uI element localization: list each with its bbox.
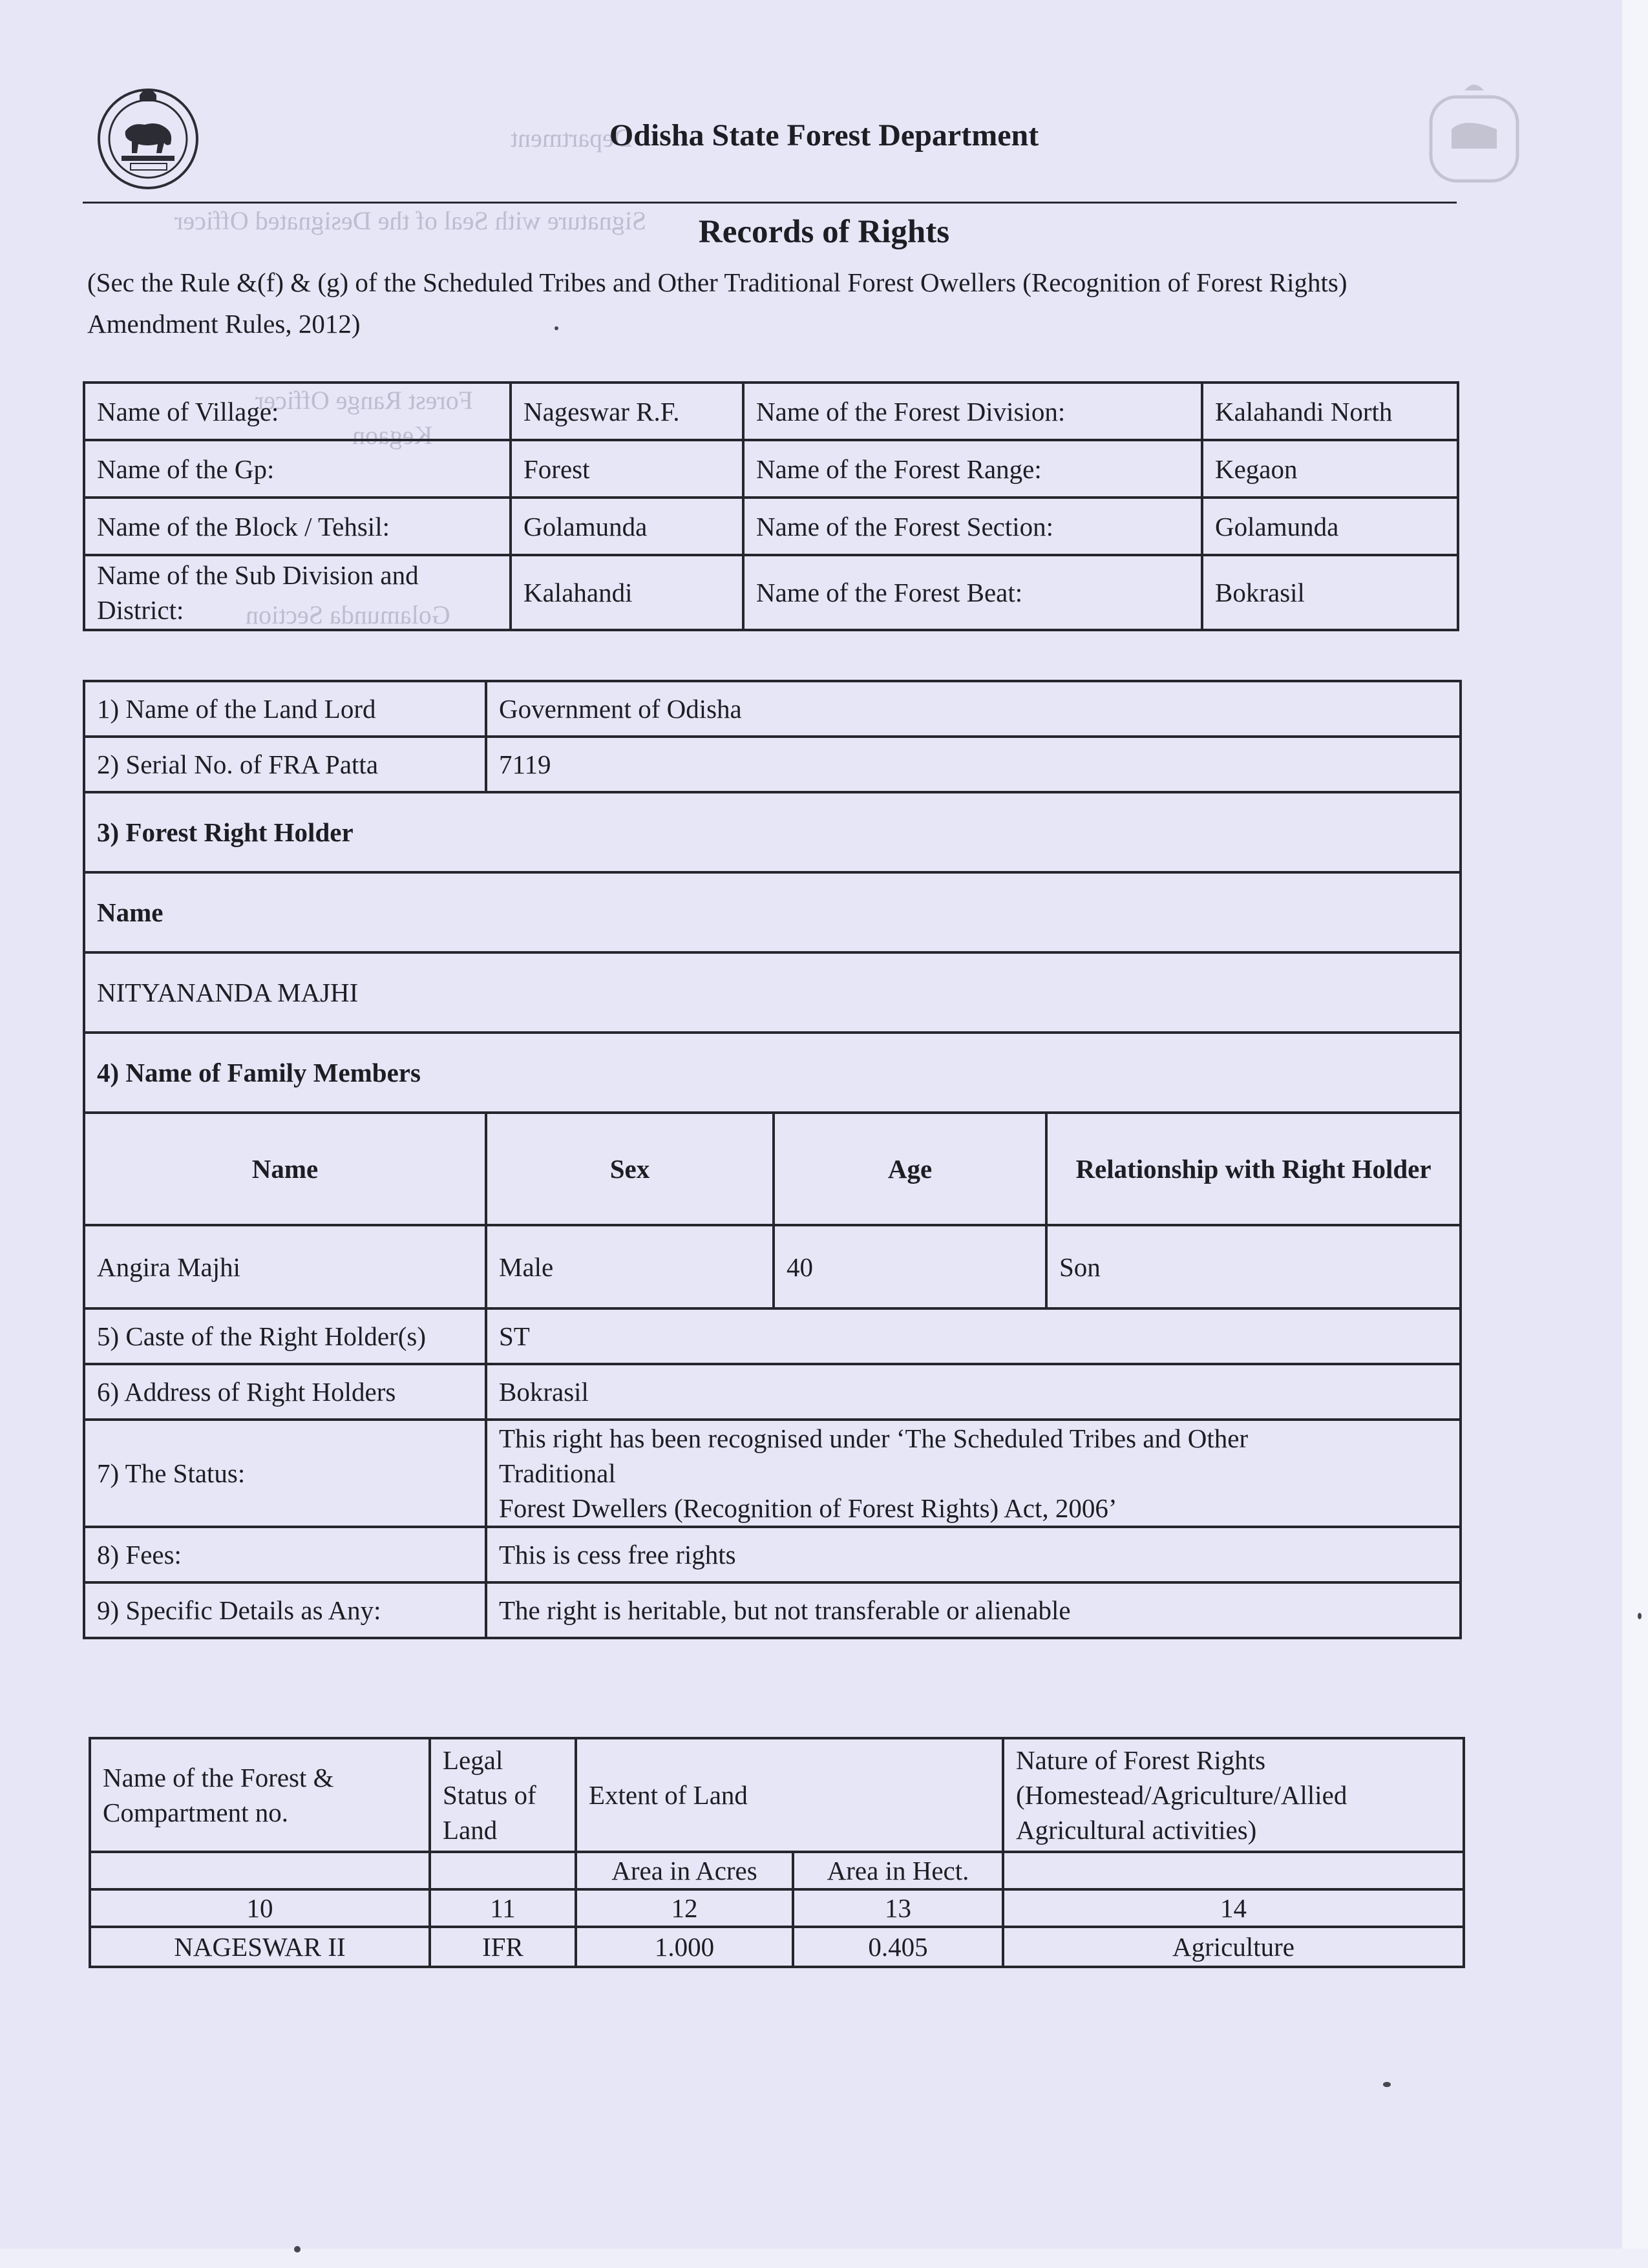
member-name: Angira Majhi [84,1225,486,1308]
landlord-label: 1) Name of the Land Lord [84,681,486,737]
empty-cell [90,1852,430,1889]
area-hect-value: 0.405 [793,1927,1003,1967]
family-relationship-header: Relationship with Right Holder [1046,1113,1461,1225]
header-rule [83,202,1457,204]
extent-of-land-header: Extent of Land [576,1738,1003,1852]
column-number: 12 [576,1889,793,1927]
scan-speck [555,326,558,330]
scan-speck [1383,2082,1391,2087]
status-label: 7) The Status: [84,1420,486,1527]
table-row [84,1225,1461,1308]
nature-of-rights-header: Nature of Forest Rights (Homestead/Agriculture/Allied Agricultural activities) [1003,1738,1464,1852]
forest-name-value: NAGESWAR II [90,1927,430,1967]
address-value: Bokrasil [486,1364,1461,1420]
village-label: Name of Village: [84,383,511,440]
forest-division-label: Name of the Forest Division: [743,383,1202,440]
family-name-header: Name [84,1113,486,1225]
column-number: 11 [430,1889,576,1927]
bleed-through-text: Department [511,123,633,152]
block-value: Golamunda [511,498,743,555]
bleed-through-text: Kegaon [352,421,433,450]
address-label: 6) Address of Right Holders [84,1364,486,1420]
table-row [84,681,1461,737]
location-table [83,381,1459,631]
block-label: Name of the Block / Tehsil: [84,498,511,555]
table-row [84,1527,1461,1582]
scan-speck [294,2246,301,2252]
member-sex: Male [486,1225,774,1308]
family-age-header: Age [774,1113,1046,1225]
table-row [84,383,1458,440]
land-table [89,1737,1465,1968]
document-title: Records of Rights [698,214,950,250]
scan-bottom-edge [0,2249,1648,2268]
area-hect-header: Area in Hect. [793,1852,1003,1889]
table-row [90,1889,1464,1927]
rule-reference: (Sec the Rule &(f) & (g) of the Scheduled Tribes and Other Traditional Forest Owellers (Recognition of Forest Rights) Amendment Rules, 2012) [87,268,1347,339]
nature-of-rights-value: Agriculture [1003,1927,1464,1967]
status-line: Traditional [499,1458,616,1488]
patta-serial-value: 7119 [486,737,1461,792]
table-row [84,1420,1461,1527]
column-number: 10 [90,1889,430,1927]
legal-status-header: Legal Status of Land [430,1738,576,1852]
empty-cell [1003,1852,1464,1889]
subdivision-value: Kalahandi [511,555,743,630]
column-number: 14 [1003,1889,1464,1927]
table-row [84,555,1458,630]
legal-status-value: IFR [430,1927,576,1967]
member-relationship: Son [1046,1225,1461,1308]
forest-range-value: Kegaon [1202,440,1458,498]
bleed-through-text: Golamunda Section [246,600,450,629]
table-row [84,737,1461,792]
family-members-heading: 4) Name of Family Members [84,1033,1461,1113]
column-number: 13 [793,1889,1003,1927]
area-acres-header: Area in Acres [576,1852,793,1889]
forest-section-label: Name of the Forest Section: [743,498,1202,555]
table-row [84,952,1461,1033]
forest-section-value: Golamunda [1202,498,1458,555]
forest-beat-label: Name of the Forest Beat: [743,555,1202,630]
table-row [84,872,1461,952]
caste-label: 5) Caste of the Right Holder(s) [84,1308,486,1364]
bleed-through-text: Signature with Seal of the Designated Officer [174,206,647,235]
patta-serial-label: 2) Serial No. of FRA Patta [84,737,486,792]
forest-range-label: Name of the Forest Range: [743,440,1202,498]
fees-value: This is cess free rights [486,1527,1461,1582]
table-row [84,1308,1461,1364]
forest-compartment-header: Name of the Forest & Compartment no. [90,1738,430,1852]
scan-speck [1638,1613,1642,1619]
table-row [84,498,1458,555]
table-row [84,1582,1461,1638]
fees-label: 8) Fees: [84,1527,486,1582]
subdivision-label: Name of the Sub Division and District: [84,555,511,630]
table-row [90,1852,1464,1889]
specific-details-value: The right is heritable, but not transferable or alienable [486,1582,1461,1638]
table-row [90,1738,1464,1852]
area-acres-value: 1.000 [576,1927,793,1967]
specific-details-label: 9) Specific Details as Any: [84,1582,486,1638]
landlord-value: Government of Odisha [486,681,1461,737]
table-row [84,440,1458,498]
gp-value: Forest [511,440,743,498]
right-holder-heading: 3) Forest Right Holder [84,792,1461,872]
table-row [90,1927,1464,1967]
member-age: 40 [774,1225,1046,1308]
caste-value: ST [486,1308,1461,1364]
table-row [84,1113,1461,1225]
bleed-through-text: Forest Range Officer [255,386,473,415]
status-line: Forest Dwellers (Recognition of Forest Rights) Act, 2006’ [499,1493,1117,1523]
table-row [84,1364,1461,1420]
status-value [486,1420,1461,1527]
status-line: This right has been recognised under ‘The Scheduled Tribes and Other [499,1423,1249,1453]
empty-cell [430,1852,576,1889]
village-value: Nageswar R.F. [511,383,743,440]
gp-label: Name of the Gp: [84,440,511,498]
scan-edge [1622,0,1648,2268]
table-row [84,1033,1461,1113]
family-sex-header: Sex [486,1113,774,1225]
name-heading: Name [84,872,1461,952]
forest-beat-value: Bokrasil [1202,555,1458,630]
record-table [83,680,1462,1639]
department-title: Odisha State Forest Department [609,118,1039,152]
table-row [84,792,1461,872]
forest-division-value: Kalahandi North [1202,383,1458,440]
right-holder-name: NITYANANDA MAJHI [84,952,1461,1033]
